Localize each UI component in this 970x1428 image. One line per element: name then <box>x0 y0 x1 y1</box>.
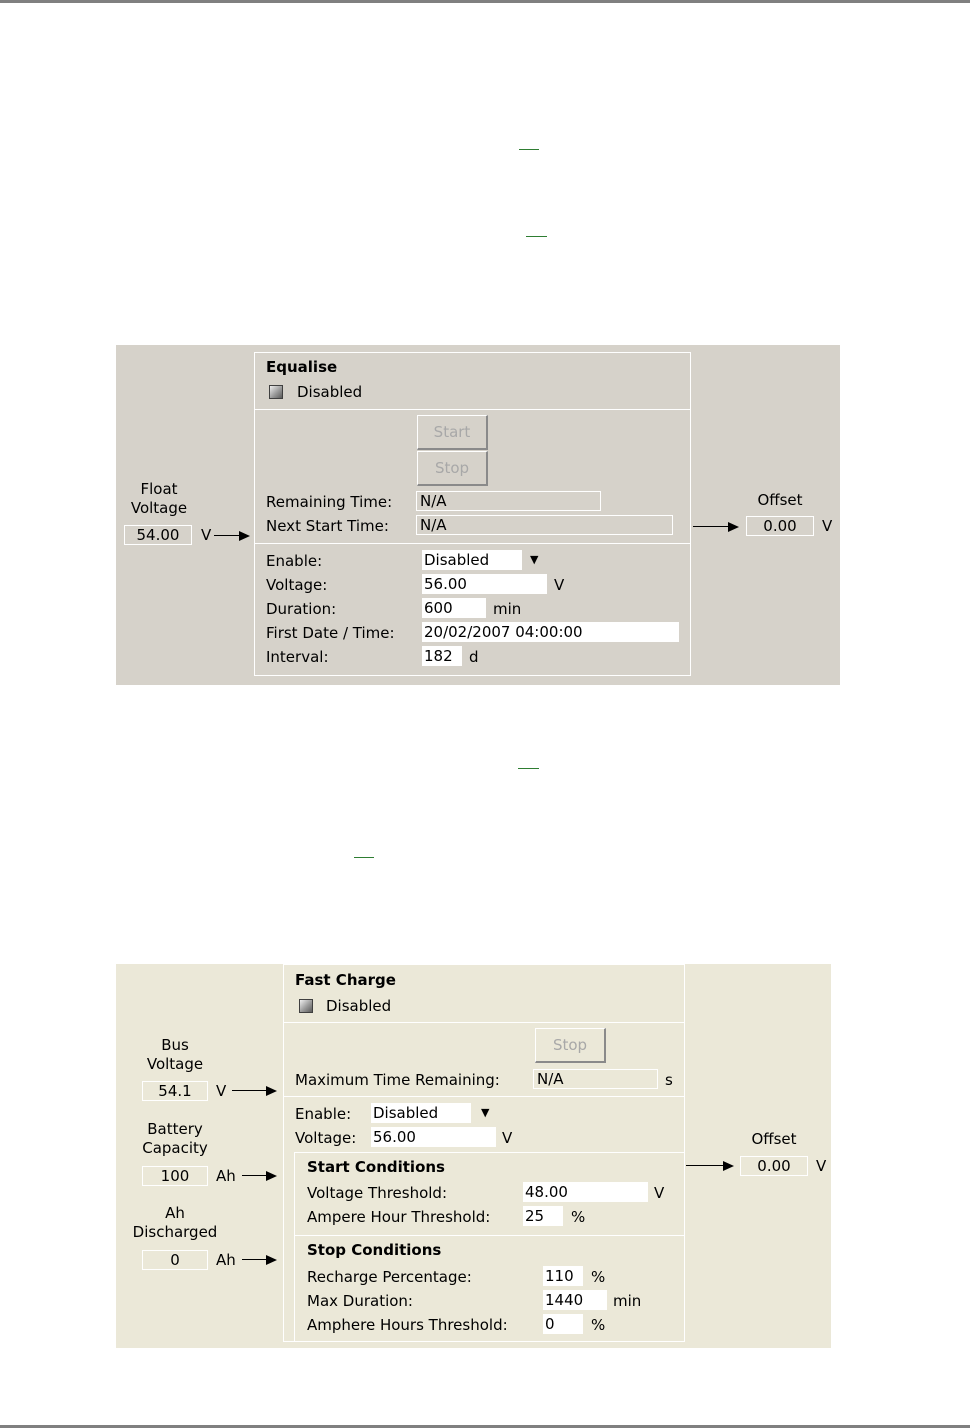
battery-capacity-unit: Ah <box>216 1167 236 1185</box>
float-voltage-arrow-icon <box>214 531 250 541</box>
divider <box>254 543 691 544</box>
max-time-label: Maximum Time Remaining: <box>295 1071 500 1089</box>
fast-charge-title: Fast Charge <box>295 971 396 989</box>
offset-value: 0.00 <box>740 1156 808 1176</box>
max-duration-label: Max Duration: <box>307 1292 413 1310</box>
float-voltage-value: 54.00 <box>124 525 192 545</box>
stop-button[interactable]: Stop <box>417 451 488 486</box>
battery-capacity-label-line2: Capacity <box>142 1139 208 1157</box>
enable-select[interactable]: Disabled <box>371 1103 471 1123</box>
start-conditions-title: Start Conditions <box>307 1158 445 1176</box>
ah-discharged-value: 0 <box>142 1250 208 1270</box>
marker-line <box>354 857 374 858</box>
divider <box>283 1022 685 1023</box>
remaining-time-label: Remaining Time: <box>266 493 393 511</box>
max-time-value: N/A <box>533 1069 658 1089</box>
offset-label: Offset <box>751 1130 797 1148</box>
max-time-unit: s <box>665 1071 673 1089</box>
voltage-threshold-label: Voltage Threshold: <box>307 1184 448 1202</box>
chevron-down-icon[interactable]: ▼ <box>481 1106 490 1119</box>
next-start-value: N/A <box>416 515 673 535</box>
duration-input[interactable]: 600 <box>422 598 486 618</box>
voltage-label: Voltage: <box>295 1129 357 1147</box>
offset-unit: V <box>816 1157 827 1175</box>
enable-select[interactable]: Disabled <box>422 550 522 570</box>
interval-input[interactable]: 182 <box>422 646 462 666</box>
stop-conditions-title: Stop Conditions <box>307 1241 442 1259</box>
recharge-label: Recharge Percentage: <box>307 1268 472 1286</box>
top-rule <box>0 0 970 3</box>
float-voltage-label-line1: Float <box>140 480 178 498</box>
remaining-time-value: N/A <box>416 491 601 511</box>
ah-discharged-arrow-icon <box>242 1255 277 1265</box>
voltage-threshold-unit: V <box>654 1184 665 1202</box>
stop-button[interactable]: Stop <box>535 1028 606 1063</box>
first-date-label: First Date / Time: <box>266 624 395 642</box>
float-voltage-unit: V <box>201 526 212 544</box>
divider <box>283 1096 685 1097</box>
offset-label: Offset <box>757 491 803 509</box>
fast-charge-panel <box>116 964 831 1348</box>
amphere-threshold-input[interactable]: 0 <box>543 1314 583 1334</box>
battery-capacity-value: 100 <box>142 1166 208 1186</box>
bus-voltage-label-line1: Bus <box>161 1036 189 1054</box>
ah-threshold-label: Ampere Hour Threshold: <box>307 1208 491 1226</box>
marker-line <box>518 768 539 769</box>
float-voltage-label-line2: Voltage <box>130 499 188 517</box>
duration-label: Duration: <box>266 600 337 618</box>
enable-label: Enable: <box>266 552 323 570</box>
voltage-unit: V <box>554 576 565 594</box>
ah-discharged-unit: Ah <box>216 1251 236 1269</box>
voltage-input[interactable]: 56.00 <box>422 574 547 594</box>
next-start-label: Next Start Time: <box>266 517 389 535</box>
recharge-unit: % <box>591 1268 606 1286</box>
voltage-unit: V <box>502 1129 513 1147</box>
fast-charge-status: Disabled <box>326 997 392 1015</box>
offset-value: 0.00 <box>746 516 814 536</box>
interval-label: Interval: <box>266 648 329 666</box>
voltage-label: Voltage: <box>266 576 328 594</box>
amphere-threshold-unit: % <box>591 1316 606 1334</box>
ah-threshold-input[interactable]: 25 <box>523 1206 563 1226</box>
bus-voltage-value: 54.1 <box>142 1081 208 1101</box>
offset-arrow-icon <box>693 522 739 532</box>
battery-capacity-arrow-icon <box>242 1171 277 1181</box>
chevron-down-icon[interactable]: ▼ <box>530 553 539 566</box>
marker-line <box>526 236 547 237</box>
amphere-threshold-label: Amphere Hours Threshold: <box>307 1316 508 1334</box>
max-duration-unit: min <box>613 1292 642 1310</box>
duration-unit: min <box>493 600 522 618</box>
marker-line <box>519 149 539 150</box>
bus-voltage-arrow-icon <box>232 1086 277 1096</box>
status-indicator-icon <box>299 999 313 1013</box>
offset-unit: V <box>822 517 833 535</box>
ah-threshold-unit: % <box>571 1208 586 1226</box>
bus-voltage-label-line2: Voltage <box>146 1055 204 1073</box>
voltage-threshold-input[interactable]: 48.00 <box>523 1182 648 1202</box>
battery-capacity-label-line1: Battery <box>147 1120 203 1138</box>
first-date-input[interactable]: 20/02/2007 04:00:00 <box>422 622 679 642</box>
equalise-title: Equalise <box>266 358 338 376</box>
voltage-input[interactable]: 56.00 <box>371 1127 496 1147</box>
interval-unit: d <box>469 648 479 666</box>
recharge-input[interactable]: 110 <box>543 1266 583 1286</box>
start-button[interactable]: Start <box>417 415 488 450</box>
equalise-panel <box>116 345 840 685</box>
status-indicator-icon <box>269 385 283 399</box>
offset-arrow-icon <box>686 1161 734 1171</box>
max-duration-input[interactable]: 1440 <box>543 1290 607 1310</box>
enable-label: Enable: <box>295 1105 352 1123</box>
ah-discharged-label-line2: Discharged <box>132 1223 218 1241</box>
equalise-status: Disabled <box>297 383 363 401</box>
ah-discharged-label-line1: Ah <box>165 1204 185 1222</box>
divider <box>254 409 691 410</box>
bus-voltage-unit: V <box>216 1082 227 1100</box>
